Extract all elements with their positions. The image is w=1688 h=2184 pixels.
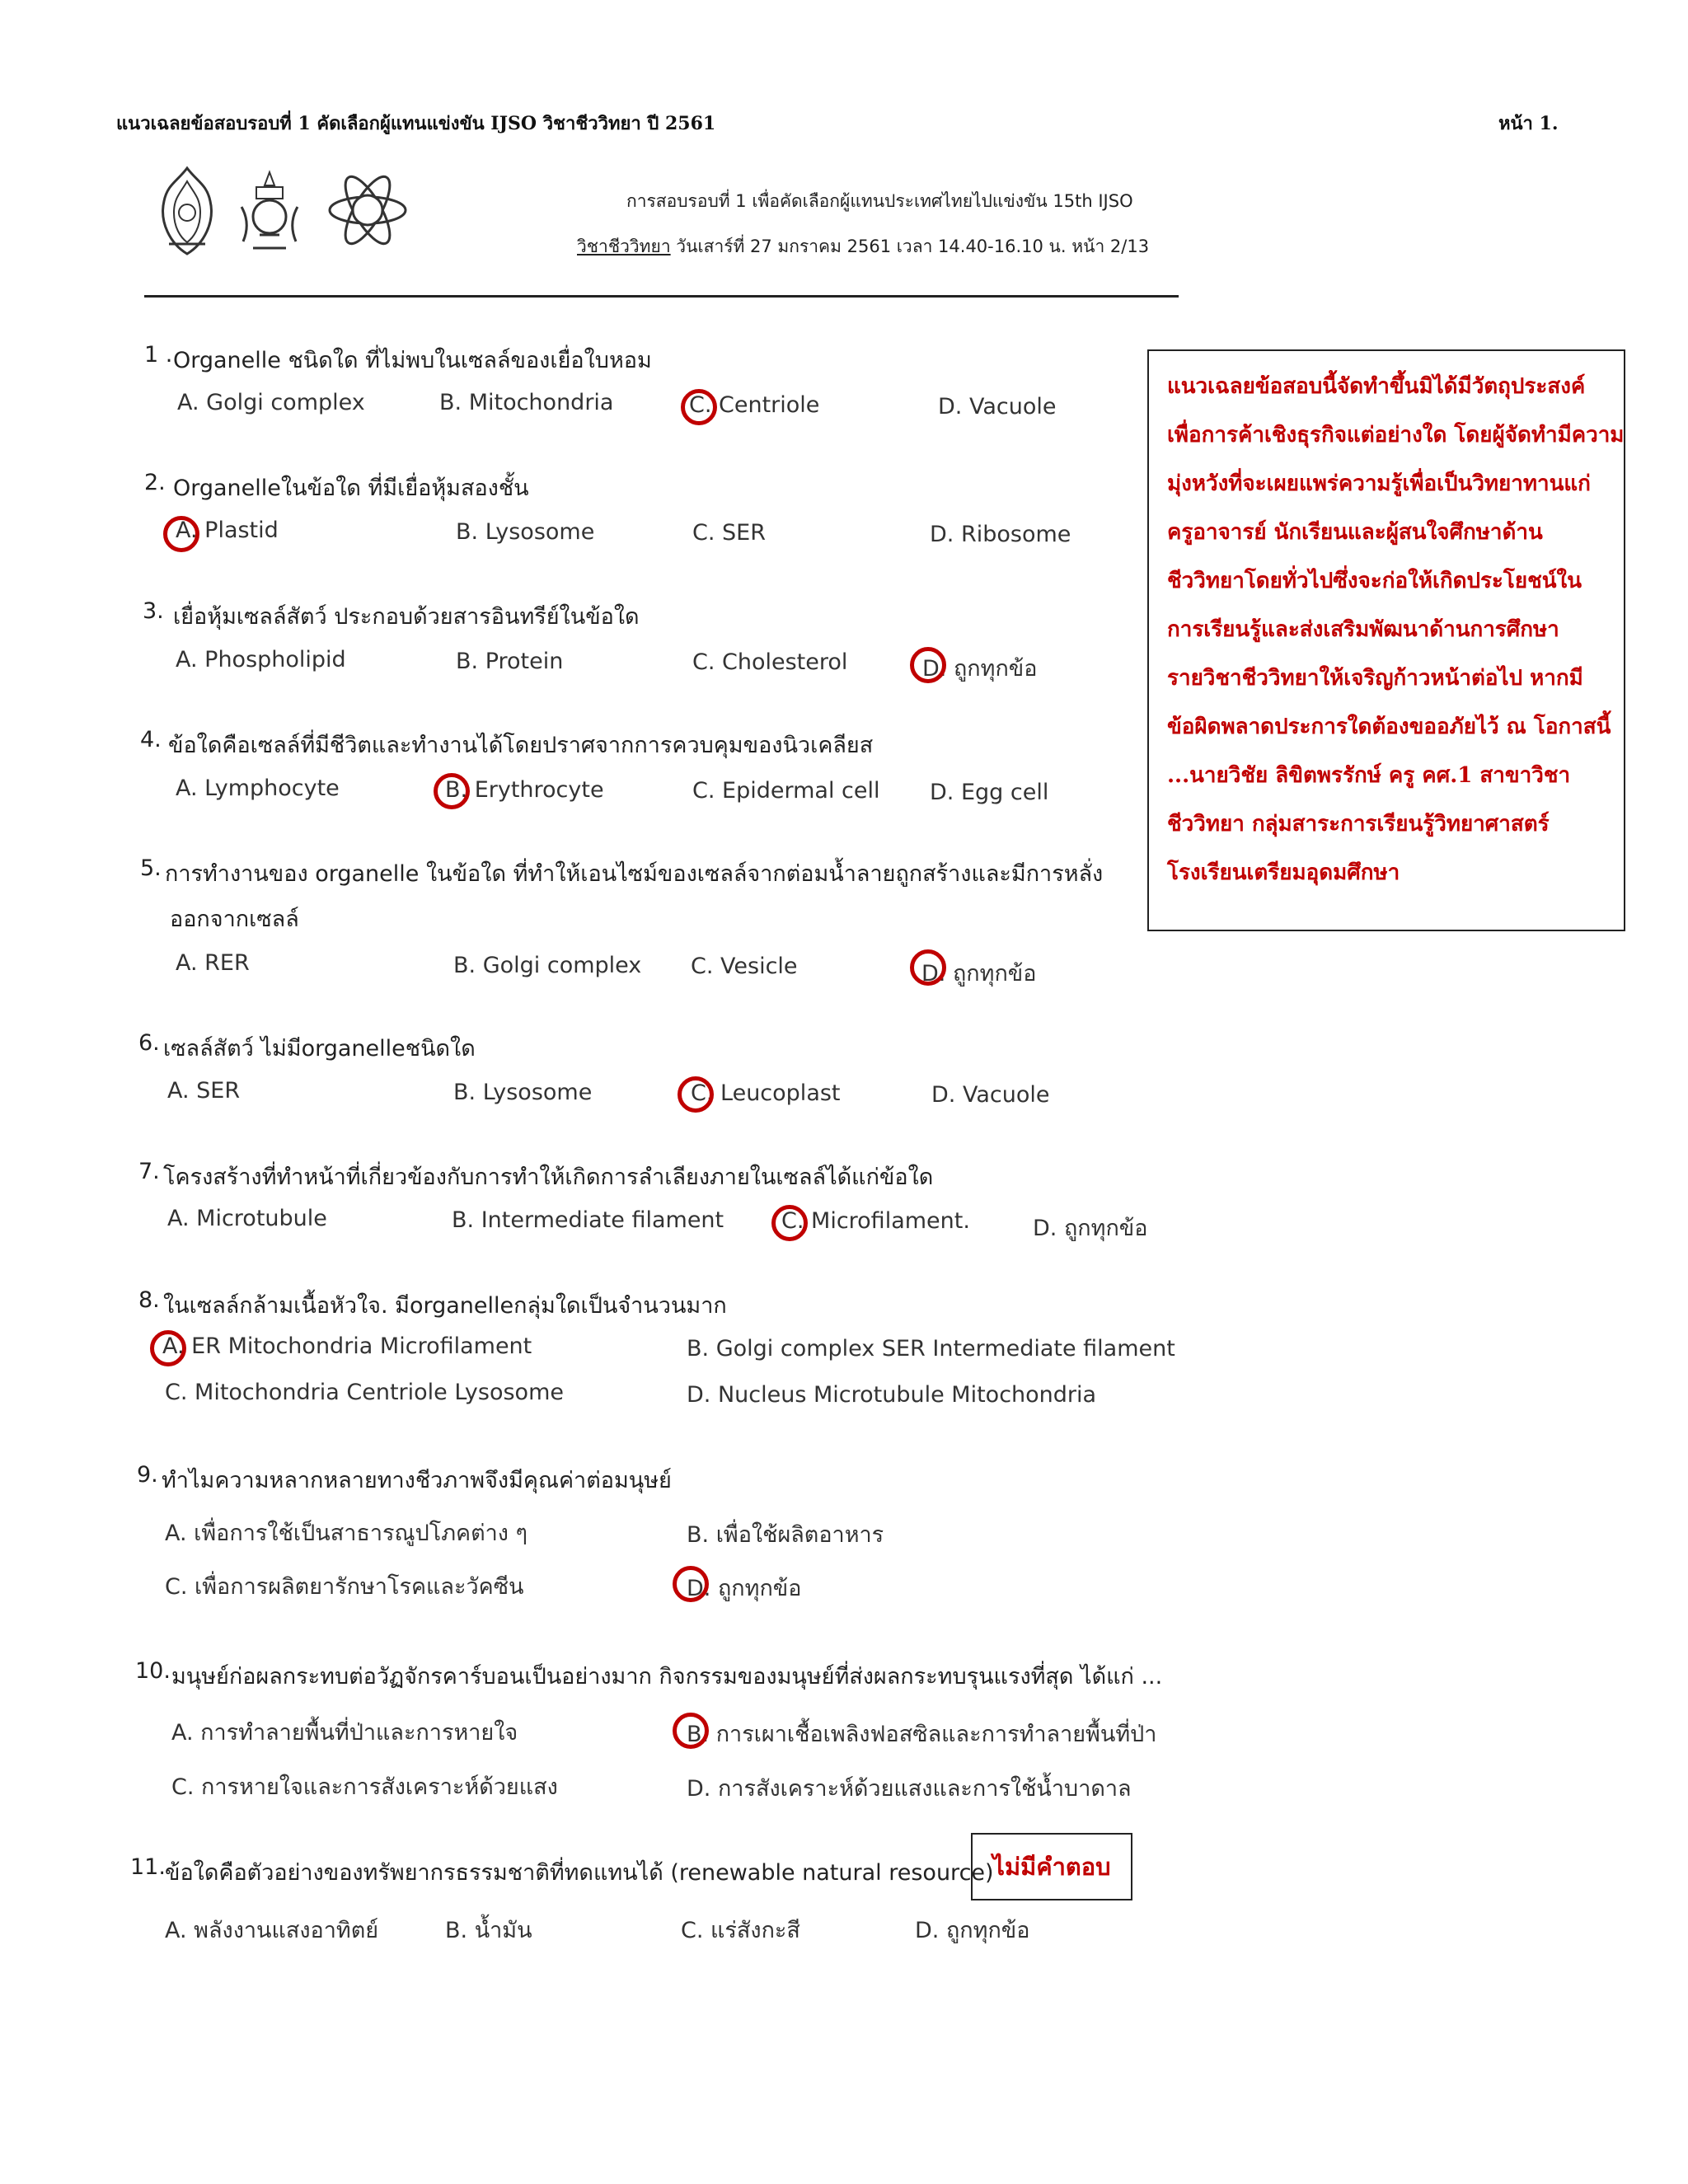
option-b: B. Golgi complex SER Intermediate filament [687, 1336, 1175, 1361]
option-c: C. Cholesterol [692, 649, 848, 675]
option-c: C. Microfilament. [781, 1208, 970, 1234]
option-d: D. ถูกทุกข้อ [921, 961, 1037, 987]
answer-circle-mark [910, 949, 946, 986]
option-d: D. Nucleus Microtubule Mitochondria [687, 1382, 1097, 1408]
question-text: เยื่อหุ้มเซลล์สัตว์ ประกอบด้วยสารอินทรีย์ในข้อใด [173, 604, 640, 630]
disclaimer-box [1147, 349, 1625, 931]
disclaimer-line: เพื่อการค้าเชิงธุรกิจแต่อย่างใด โดยผู้จัดทำมีความ [1167, 423, 1625, 448]
option-a: A. SER [167, 1078, 241, 1104]
option-a: A. Lymphocyte [176, 776, 340, 801]
question-number: 5. [140, 855, 162, 881]
option-b: B. น้ำมัน [445, 1918, 532, 1943]
disclaimer-line: ครูอาจารย์ นักเรียนและผู้สนใจศึกษาด้าน [1167, 520, 1543, 545]
question-number: 8. [138, 1287, 160, 1313]
option-b: B. Lysosome [453, 1080, 593, 1105]
option-b: B. Lysosome [456, 519, 595, 545]
no-answer-box: ไม่มีคำตอบ [971, 1833, 1132, 1900]
question-number: 4. [140, 727, 162, 752]
exam-header-line2 [577, 233, 1149, 260]
option-d: D. ถูกทุกข้อ [922, 656, 1038, 682]
option-a: A. Microtubule [167, 1206, 327, 1231]
exam-header-line1: การสอบรอบที่ 1 เพื่อคัดเลือกผู้แทนประเทศไทยไปแข่งขัน 15th IJSO [626, 191, 1133, 211]
question-number: 9. [137, 1462, 158, 1488]
option-a: A. ER Mitochondria Microfilament [162, 1333, 532, 1359]
question-number: 11. [130, 1854, 166, 1880]
disclaimer-line: ชีววิทยา กลุ่มสาระการเรียนรู้วิทยาศาสตร์ [1167, 812, 1550, 837]
disclaimer-line: แนวเฉลยข้อสอบนี้จัดทำขึ้นมิได้มีวัตถุประสงค์ [1167, 374, 1586, 399]
option-a: A. เพื่อการใช้เป็นสาธารณูปโภคต่าง ๆ [165, 1521, 528, 1546]
option-b: B. Protein [456, 649, 564, 674]
question-text: ข้อใดคือตัวอย่างของทรัพยากรธรรมชาติที่ทดแทนได้ (renewable natural resource) [165, 1860, 994, 1886]
question-number: 7. [138, 1159, 160, 1184]
question-text: ในเซลล์กล้ามเนื้อหัวใจ. มีorganelleกลุ่มใดเป็นจำนวนมาก [163, 1293, 727, 1319]
option-a: A. Phospholipid [176, 647, 346, 673]
option-c: C. การหายใจและการสังเคราะห์ด้วยแสง [171, 1774, 558, 1800]
option-c: C. เพื่อการผลิตยารักษาโรคและวัคซีน [165, 1574, 524, 1600]
answer-circle-mark [681, 389, 717, 425]
option-d: D. Vacuole [938, 394, 1057, 419]
option-d: D. ถูกทุกข้อ [687, 1576, 802, 1601]
option-d: D. ถูกทุกข้อ [1033, 1216, 1148, 1241]
answer-circle-mark [150, 1330, 186, 1366]
option-d: D. Egg cell [930, 780, 1049, 805]
disclaimer-line: ...นายวิชัย ลิขิตพรรักษ์ ครู คศ.1 สาขาวิชา [1167, 763, 1571, 788]
option-c: C. Vesicle [691, 954, 798, 979]
page-number: หน้า 1. [1498, 113, 1559, 134]
option-b: B. Intermediate filament [452, 1207, 724, 1233]
option-c: C. Epidermal cell [692, 778, 880, 804]
option-b: B. เพื่อใช้ผลิตอาหาร [687, 1522, 884, 1548]
disclaimer-line: โรงเรียนเตรียมอุดมศึกษา [1167, 860, 1400, 885]
question-number: 6. [138, 1030, 160, 1056]
option-d: D. ถูกทุกข้อ [915, 1918, 1030, 1943]
answer-circle-mark [163, 516, 199, 552]
royal-emblem-icon [235, 169, 304, 258]
option-c: C. แร่สังกะสี [681, 1918, 800, 1943]
answer-circle-mark [673, 1713, 709, 1749]
question-text: ทำไมความหลากหลายทางชีวภาพจึงมีคุณค่าต่อมนุษย์ [162, 1468, 672, 1493]
answer-circle-mark [673, 1566, 709, 1602]
question-text-continued: ออกจากเซลล์ [170, 907, 299, 932]
disclaimer-line: ข้อผิดพลาดประการใดต้องขออภัยไว้ ณ โอกาสนี้ [1167, 715, 1611, 739]
option-c: C. Leucoplast [691, 1080, 841, 1106]
option-a: A. Golgi complex [177, 390, 365, 415]
exam-date-time: วันเสาร์ที่ 27 มกราคม 2561 เวลา 14.40-16.10 น. หน้า 2/13 [670, 237, 1150, 256]
option-b: B. Mitochondria [439, 390, 614, 415]
disclaimer-line: รายวิชาชีววิทยาให้เจริญก้าวหน้าต่อไป หากมี [1167, 666, 1583, 691]
option-d: D. การสังเคราะห์ด้วยแสงและการใช้น้ำบาดาล [687, 1776, 1132, 1802]
option-a: A. RER [176, 950, 250, 976]
disclaimer-line: การเรียนรู้และส่งเสริมพัฒนาด้านการศึกษา [1167, 617, 1559, 642]
option-d: D. Ribosome [930, 522, 1071, 547]
option-c: C. SER [692, 520, 766, 546]
option-b: B. การเผาเชื้อเพลิงฟอสซิลและการทำลายพื้นที่ป่า [687, 1722, 1157, 1747]
document-title: แนวเฉลยข้อสอบรอบที่ 1 คัดเลือกผู้แทนแข่งขัน IJSO วิชาชีววิทยา ปี 2561 [116, 113, 716, 134]
question-text: เซลล์สัตว์ ไม่มีorganelleชนิดใด [163, 1036, 476, 1062]
institution-seal-icon [152, 165, 222, 257]
question-text: การทำงานของ organelle ในข้อใด ที่ทำให้เอนไซม์ของเซลล์จากต่อมน้ำลายถูกสร้างและมีการหลั่ง [165, 861, 1104, 887]
question-text: Organelleในข้อใด ที่มีเยื่อหุ้มสองชั้น [173, 476, 529, 501]
answer-circle-mark [678, 1076, 714, 1113]
option-c: C. Mitochondria Centriole Lysosome [165, 1380, 564, 1405]
option-b: B. Golgi complex [453, 953, 642, 978]
question-text: มนุษย์ก่อผลกระทบต่อวัฏจักรคาร์บอนเป็นอย่างมาก กิจกรรมของมนุษย์ที่ส่งผลกระทบรุนแรงที่สุด ได้แก่ ... [171, 1664, 1163, 1690]
header-divider [144, 295, 1179, 298]
question-number: 2. [144, 470, 166, 495]
disclaimer-line: ชีววิทยาโดยทั่วไปซึ่งจะก่อให้เกิดประโยชน์ใน [1167, 569, 1582, 593]
option-c: C. Centriole [689, 392, 820, 418]
question-text: Organelle ชนิดใด ที่ไม่พบในเซลล์ของเยื่อใบหอม [173, 348, 652, 373]
option-a: A. การทำลายพื้นที่ป่าและการหายใจ [171, 1720, 518, 1746]
option-d: D. Vacuole [931, 1082, 1050, 1108]
question-number: 10. [135, 1658, 171, 1684]
question-text: โครงสร้างที่ทำหน้าที่เกี่ยวข้องกับการทำให้เกิดการลำเลียงภายในเซลล์ได้แก่ข้อใด [163, 1165, 934, 1190]
exam-subject: วิชาชีววิทยา [577, 237, 671, 256]
answer-circle-mark [434, 773, 470, 809]
answer-circle-mark [910, 647, 946, 683]
disclaimer-line: มุ่งหวังที่จะเผยแพร่ความรู้เพื่อเป็นวิทยาทานแก่ [1167, 471, 1591, 496]
option-b: B. Erythrocyte [445, 777, 604, 803]
question-number: 3. [143, 598, 164, 624]
option-a: A. Plastid [176, 518, 279, 543]
answer-circle-mark [771, 1205, 808, 1241]
question-number: 1 . [144, 342, 173, 368]
atom-logo-icon [326, 167, 409, 253]
option-a: A. พลังงานแสงอาทิตย์ [165, 1918, 379, 1943]
question-text: ข้อใดคือเซลล์ที่มีชีวิตและทำงานได้โดยปราศจากการควบคุมของนิวเคลียส [168, 733, 874, 758]
